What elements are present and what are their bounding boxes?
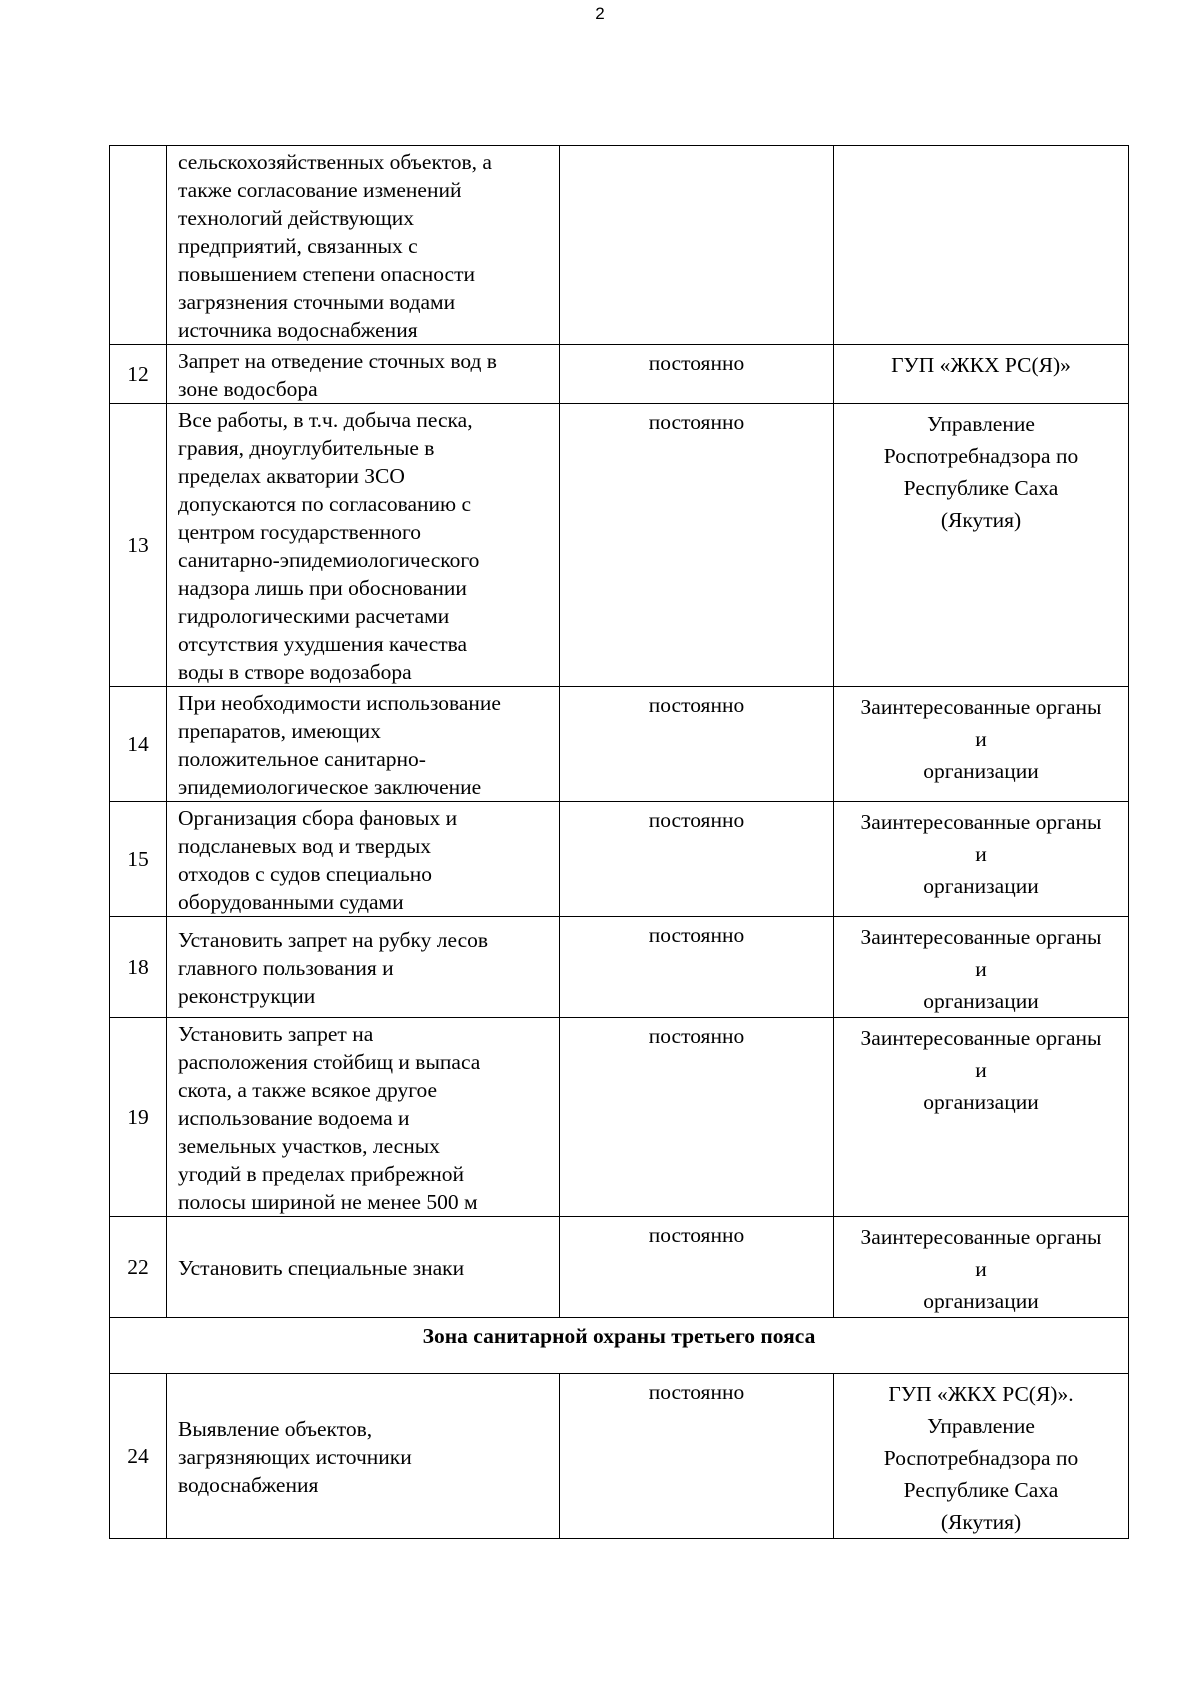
table-row [110,404,1129,687]
row-responsible: Заинтересованные органы и организации [834,917,1129,1018]
page-number: 2 [595,4,605,23]
row-term: постоянно [560,1217,834,1318]
table-row [110,802,1129,917]
row-number: 22 [110,1217,167,1318]
section-header-row [110,1318,1129,1374]
row-term [560,146,834,345]
row-responsible: Заинтересованные органы и организации [834,1018,1129,1217]
row-number: 12 [110,345,167,404]
row-responsible: Заинтересованные органы и организации [834,1217,1129,1318]
row-description: сельскохозяйственных объектов, а также согласование изменений технологий действующих предприятий, связанных с повышением степени опасности загрязнения сточными водами источника водоснабжения [167,146,560,345]
row-description: Все работы, в т.ч. добыча песка, гравия, дноуглубительные в пределах акватории ЗСО допускаются по согласованию с центром государственного санитарно-эпидемиологического надзора лишь при обосновании гидрологическими расчетами отсутствия ухудшения качества воды в створе водозабора [167,404,560,687]
row-number: 19 [110,1018,167,1217]
section-title: Зона санитарной охраны третьего пояса [110,1318,1129,1374]
table-row [110,1374,1129,1539]
row-description: При необходимости использование препаратов, имеющих положительное санитарно- эпидемиологическое заключение [167,687,560,802]
row-responsible: ГУП «ЖКХ РС(Я)» [834,345,1129,404]
row-description: Запрет на отведение сточных вод в зоне водосбора [167,345,560,404]
measures-table [109,145,1129,1539]
row-description: Установить запрет на рубку лесов главного пользования и реконструкции [167,917,560,1018]
row-number [110,146,167,345]
row-description: Выявление объектов, загрязняющих источники водоснабжения [167,1374,560,1539]
row-term: постоянно [560,345,834,404]
row-number: 14 [110,687,167,802]
row-term: постоянно [560,917,834,1018]
table-row [110,687,1129,802]
row-number: 15 [110,802,167,917]
row-term: постоянно [560,802,834,917]
row-number: 24 [110,1374,167,1539]
row-responsible: ГУП «ЖКХ РС(Я)». Управление Роспотребнадзора по Республике Саха (Якутия) [834,1374,1129,1539]
row-term: постоянно [560,1018,834,1217]
table-row [110,1217,1129,1318]
table-row [110,917,1129,1018]
table-row [110,1018,1129,1217]
row-description: Установить специальные знаки [167,1217,560,1318]
row-responsible: Управление Роспотребнадзора по Республике Саха (Якутия) [834,404,1129,687]
row-responsible: Заинтересованные органы и организации [834,687,1129,802]
table-row [110,345,1129,404]
row-term: постоянно [560,687,834,802]
row-responsible [834,146,1129,345]
row-description: Организация сбора фановых и подсланевых вод и твердых отходов с судов специально оборудованными судами [167,802,560,917]
table-row [110,146,1129,345]
row-term: постоянно [560,404,834,687]
row-number: 18 [110,917,167,1018]
row-term: постоянно [560,1374,834,1539]
row-number: 13 [110,404,167,687]
row-description: Установить запрет на расположения стойбищ и выпаса скота, а также всякое другое использование водоема и земельных участков, лесных угодий в пределах прибрежной полосы шириной не менее 500 м [167,1018,560,1217]
row-responsible: Заинтересованные органы и организации [834,802,1129,917]
